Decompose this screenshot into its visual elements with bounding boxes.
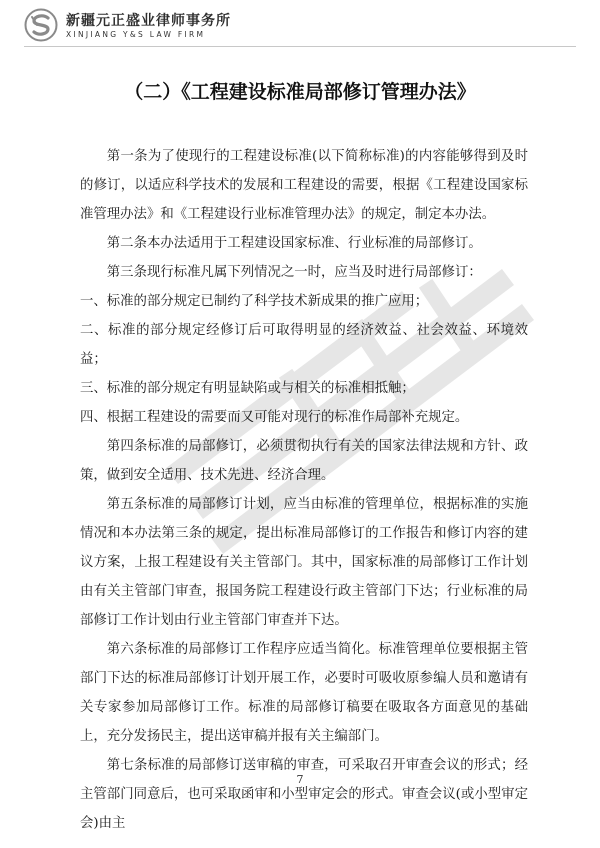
list-item-4: 四、根据工程建设的需要而又可能对现行的标准作局部补充规定。 (80, 410, 469, 425)
firm-name-cn: 新疆元正盛业律师事务所 (66, 13, 231, 29)
paragraph-article-6: 第六条标准的局部修订工作程序应适当简化。标准管理单位要根据主管部门下达的标准局部修订计划开展工作，必要时可吸收原参编人员和邀请有关专家参加局部修订工作。标准的局部修订稿要在吸取各方面意见的基础上，充分发扬民主，提出送审稿并报有关主编部门。 (80, 642, 528, 744)
firm-name-en: XINJIANG Y&S LAW FIRM (66, 30, 206, 39)
list-item-1: 一、标准的部分规定已制约了科学技术新成果的推广应用； (80, 294, 429, 309)
paragraph-article-7: 第七条标准的局部修订送审稿的审查，可采取召开审查会议的形式；经主管部门同意后，也可采取函审和小型审定会的形式。审查会议(或小型审定会)由主 (80, 758, 528, 831)
paragraph-article-1: 第一条为了使现行的工程建设标准(以下简称标准)的内容能够得到及时的修订，以适应科学技术的发展和工程建设的需要，根据《工程建设国家标准管理办法》和《工程建设行业标准管理办法》的规定，制定本办法。 (80, 149, 528, 222)
firm-logo-icon (24, 8, 58, 42)
list-item-2: 二、标准的部分规定经修订后可取得明显的经济效益、社会效益、环境效益； (80, 323, 528, 367)
header-divider (24, 46, 576, 47)
list-item-3: 三、标准的部分规定有明显缺陷或与相关的标准相抵触； (80, 381, 415, 396)
document-body (80, 142, 528, 838)
document-title: （二）《工程建设标准局部修订管理办法》 (124, 81, 476, 103)
paragraph-article-5: 第五条标准的局部修订计划，应当由标准的管理单位，根据标准的实施情况和本办法第三条的规定，提出标准局部修订的工作报告和修订内容的建议方案，上报工程建设有关主管部门。其中，国家标准的局部修订工作计划由有关主管部门审查，报国务院工程建设行政主管部门下达；行业标准的局部修订工作计划由行业主管部门审查并下达。 (80, 497, 528, 628)
paragraph-article-4: 第四条标准的局部修订，必须贯彻执行有关的国家法律法规和方针、政策，做到安全适用、技术先进、经济合理。 (80, 439, 528, 483)
paragraph-article-2: 第二条本办法适用于工程建设国家标准、行业标准的局部修订。 (106, 236, 482, 251)
page-number: 7 (296, 773, 304, 786)
letterhead (24, 6, 344, 46)
paragraph-article-3: 第三条现行标准凡属下列情况之一时，应当及时进行局部修订： (106, 265, 482, 280)
